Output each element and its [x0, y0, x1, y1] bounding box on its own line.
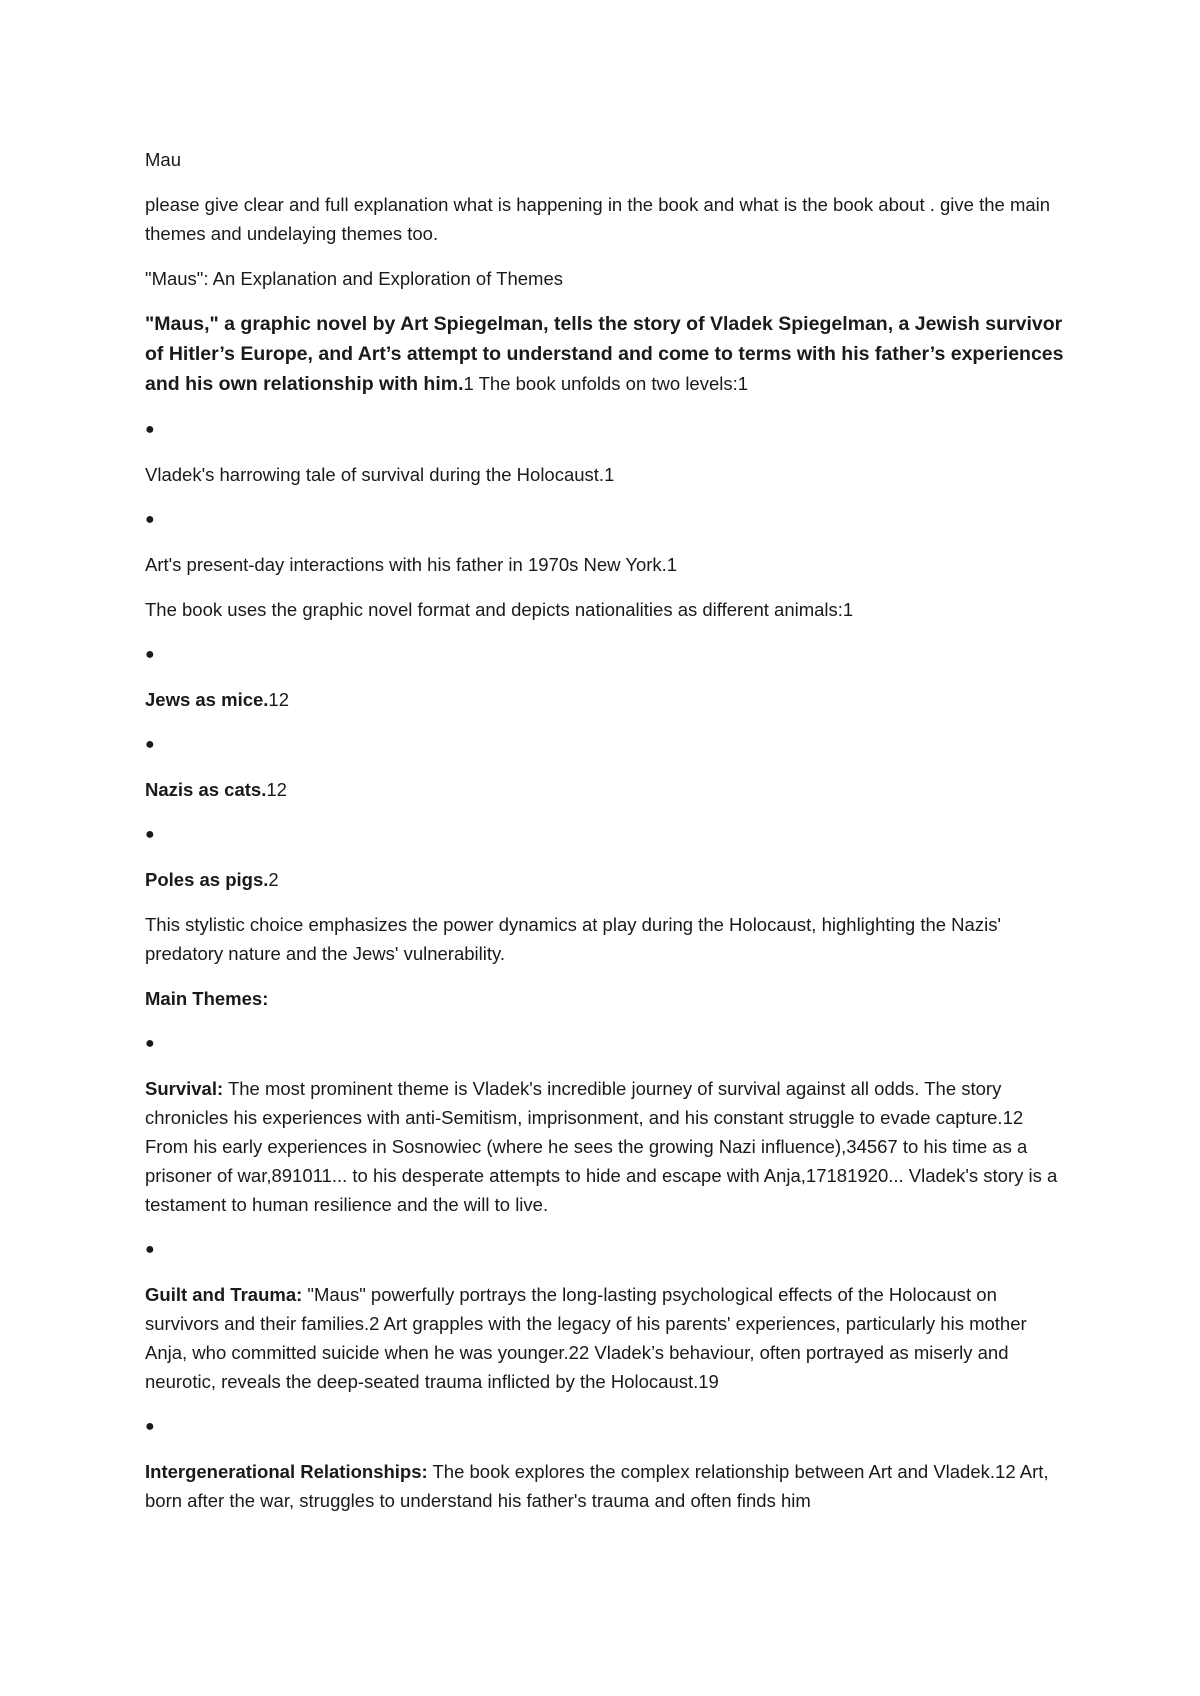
- bullet-icon: ●: [145, 736, 155, 753]
- theme-item-body: The most prominent theme is Vladek's incredible journey of survival against all odds. The story chronicles his experiences with anti-Semitism, imprisonment, and his constant struggle to evade capture.12 From his early experiences in Sosnowiec (where he sees the growing Nazi influence),34567 to his time as a prisoner of war,891011... to his desperate attempts to hide and escape with Anja,17181920... Vladek's story is a testament to human resilience and the will to live.: [145, 1078, 1058, 1215]
- bullet-icon: ●: [145, 1241, 155, 1258]
- bullet-icon: ●: [145, 826, 155, 843]
- title-fragment: Mau: [145, 149, 181, 170]
- user-prompt: please give clear and full explanation what is happening in the book and what is the book about . give the main themes and undelaying themes too.: [145, 194, 1051, 244]
- theme-item: [145, 1074, 1065, 1219]
- bullet-icon: ●: [145, 1035, 155, 1052]
- theme-item: [145, 1457, 1065, 1515]
- document-page: [145, 145, 1065, 1531]
- theme-item-title: Guilt and Trauma:: [145, 1284, 303, 1305]
- bullet-icon: ●: [145, 646, 155, 663]
- bullet-icon: ●: [145, 421, 155, 438]
- animal-item-ref: 12: [268, 689, 289, 710]
- animals-intro: The book uses the graphic novel format and depicts nationalities as different animals:1: [145, 599, 854, 620]
- animal-item-bold: Jews as mice.: [145, 689, 269, 710]
- theme-item-body: The book explores the complex relationship between Art and Vladek.12 Art, born after the war, struggles to understand his father's trauma and often finds him: [145, 1461, 1049, 1511]
- animal-item: [145, 775, 1065, 804]
- animal-item-bold: Poles as pigs.: [145, 869, 269, 890]
- document-heading: "Maus": An Explanation and Exploration of Themes: [145, 268, 563, 289]
- theme-item: [145, 1280, 1065, 1396]
- level-item: Vladek's harrowing tale of survival during the Holocaust.1: [145, 464, 615, 485]
- theme-item-title: Survival:: [145, 1078, 224, 1099]
- intro-bold-text: "Maus," a graphic novel by Art Spiegelman, tells the story of Vladek Spiegelman, a Jewish survivor of Hitler’s Europe, and Art’s attempt to understand and come to terms with his father’s experiences and his own relationship with him.: [145, 313, 1064, 395]
- level-item: Art's present-day interactions with his father in 1970s New York.1: [145, 554, 678, 575]
- intro-rest-text: 1 The book unfolds on two levels:1: [463, 373, 749, 394]
- animal-item-ref: 12: [266, 779, 287, 800]
- intro-paragraph: [145, 309, 1065, 399]
- stylistic-paragraph: This stylistic choice emphasizes the power dynamics at play during the Holocaust, highlighting the Nazis' predatory nature and the Jews' vulnerability.: [145, 914, 1001, 964]
- animal-item-ref: 2: [268, 869, 279, 890]
- theme-item-title: Intergenerational Relationships:: [145, 1461, 428, 1482]
- bullet-icon: ●: [145, 1418, 155, 1435]
- theme-item-body: "Maus" powerfully portrays the long-lasting psychological effects of the Holocaust on survivors and their families.2 Art grapples with the legacy of his parents' experiences, particularly his mother Anja, who committed suicide when he was younger.22 Vladek’s behaviour, often portrayed as miserly and neurotic, reveals the deep-seated trauma inflicted by the Holocaust.19: [145, 1284, 1027, 1392]
- animal-item: [145, 865, 1065, 894]
- animal-item-bold: Nazis as cats.: [145, 779, 267, 800]
- bullet-icon: ●: [145, 511, 155, 528]
- animal-item: [145, 685, 1065, 714]
- main-themes-heading: Main Themes:: [145, 988, 269, 1009]
